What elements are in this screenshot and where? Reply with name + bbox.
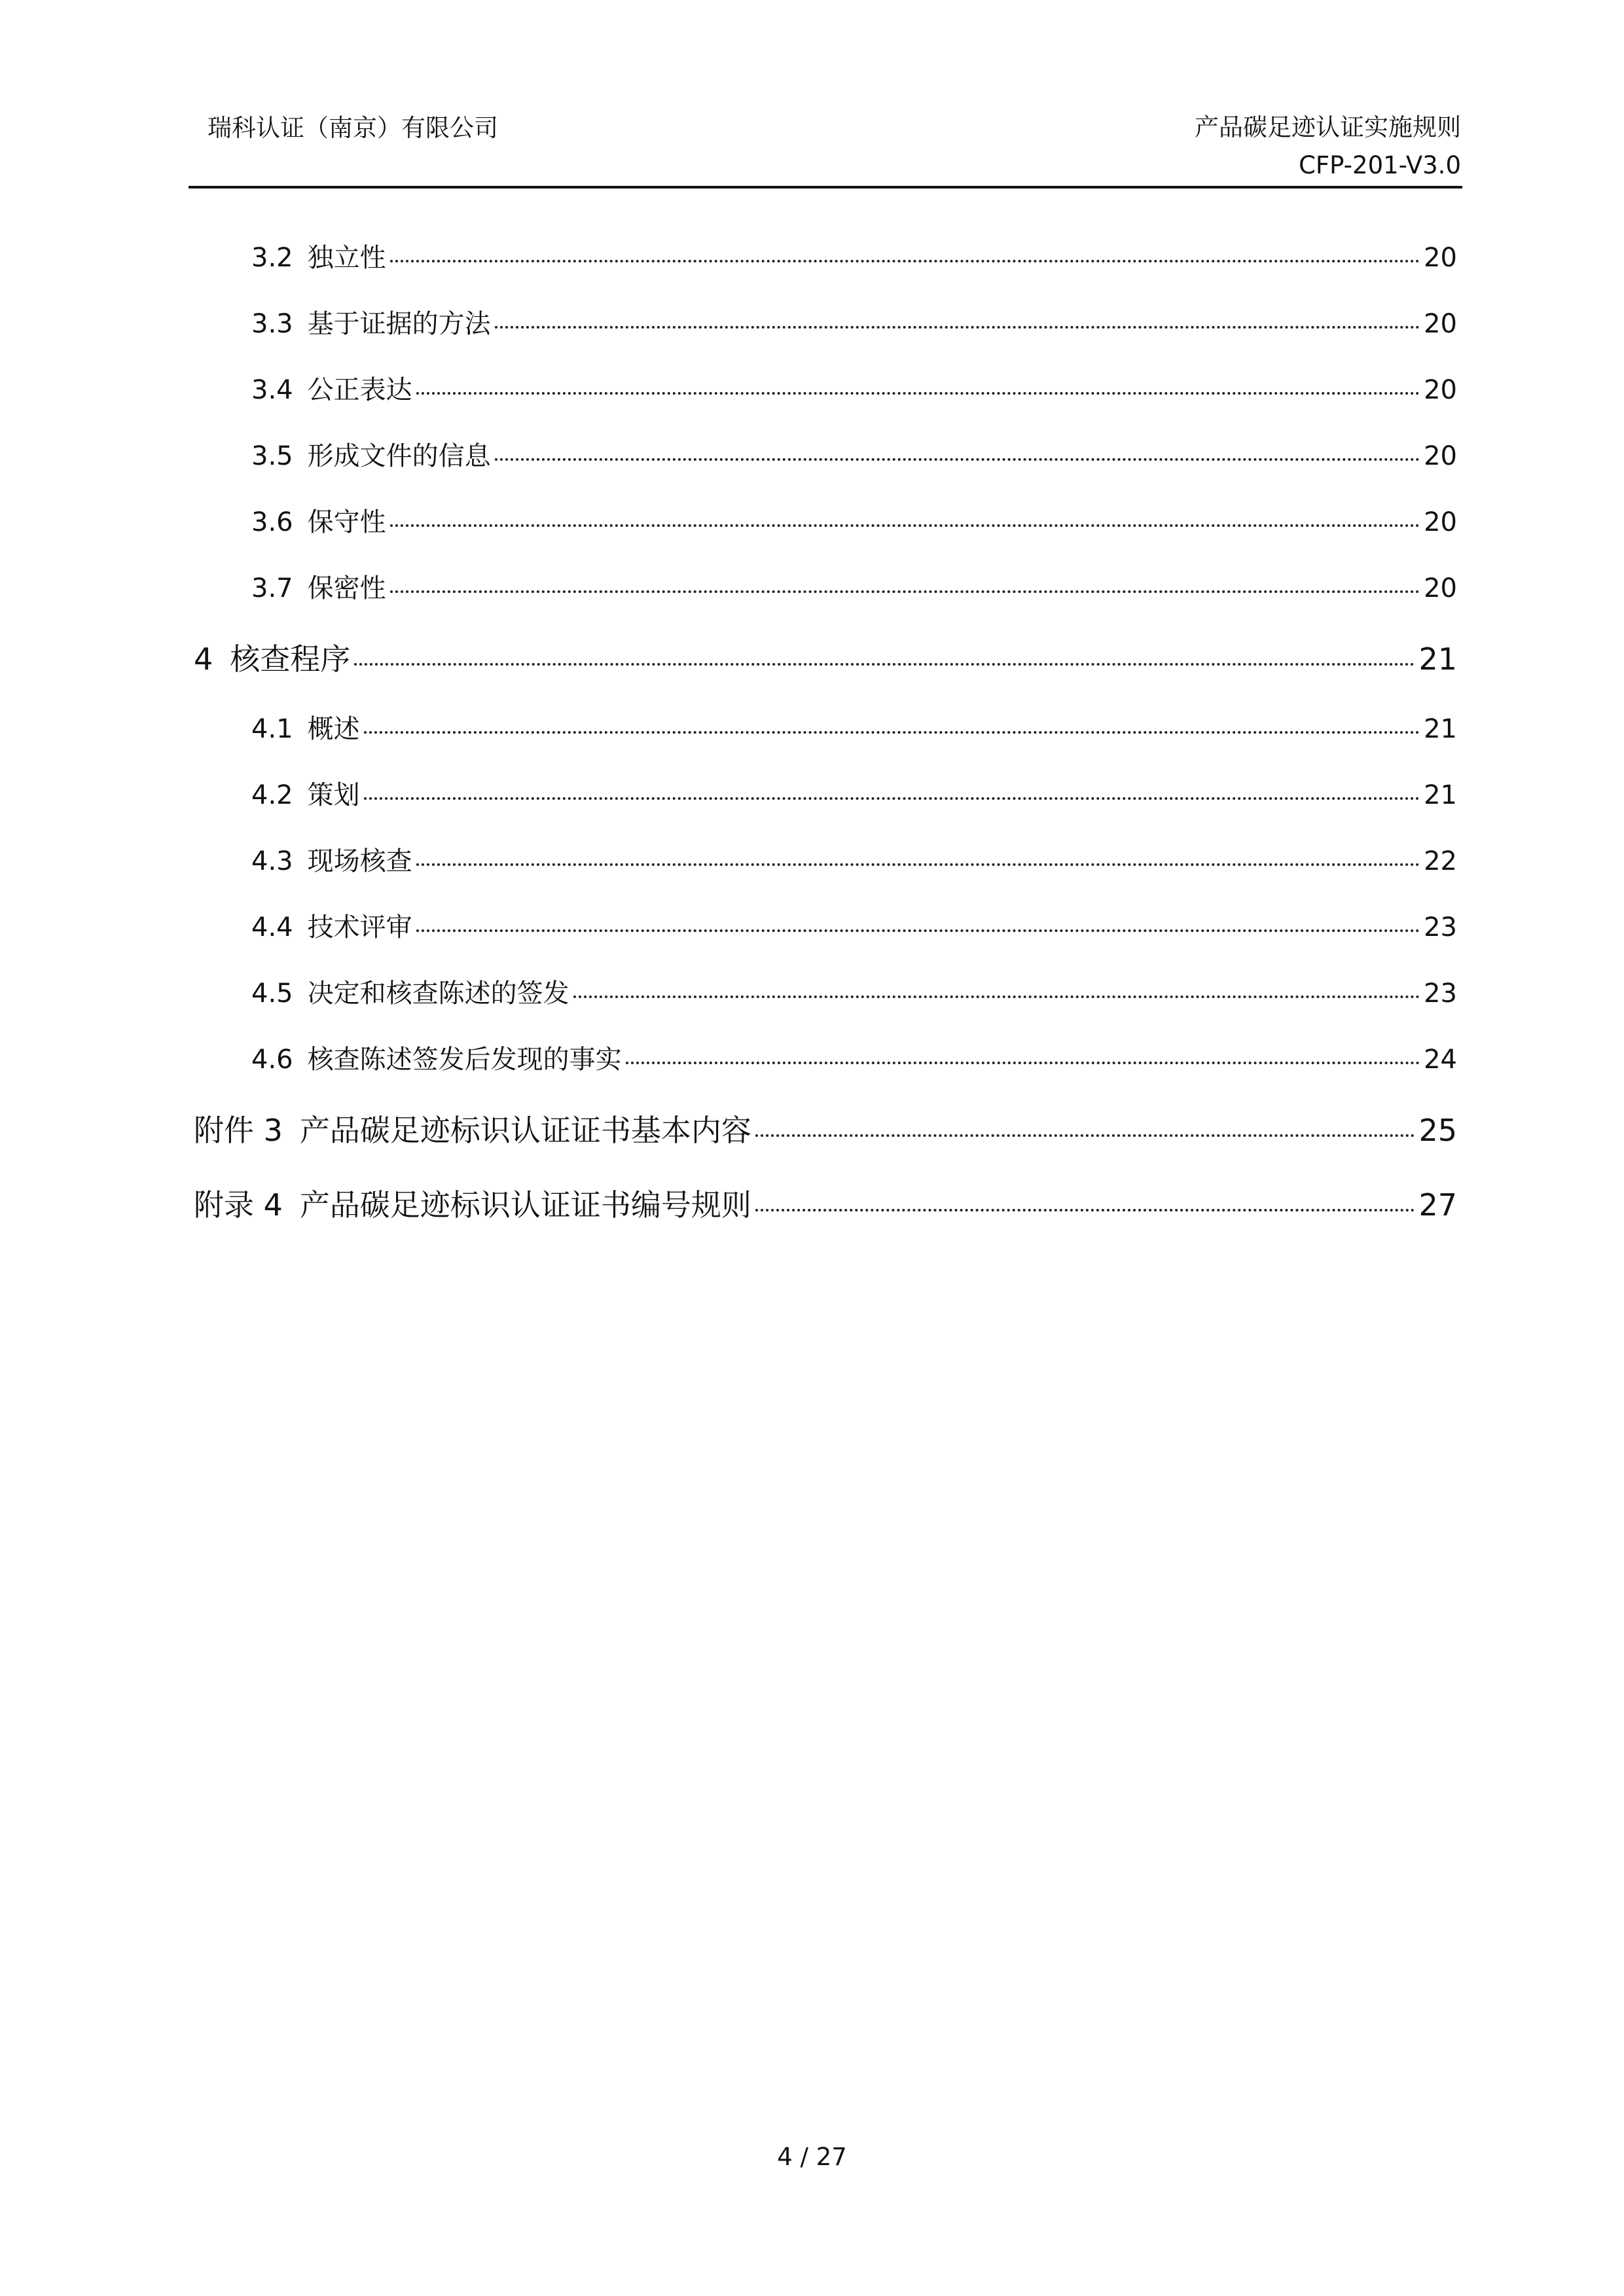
toc-entry-number: 4.3: [251, 846, 293, 876]
toc-entry-title: 决定和核查陈述的签发: [307, 978, 569, 1009]
toc-entry-title: 保密性: [307, 573, 386, 603]
toc-entry-number: 附录 4: [194, 1187, 283, 1223]
toc-dot-leader: [416, 392, 1420, 395]
toc-entry-page: 20: [1424, 573, 1457, 603]
toc-entry-title: 策划: [307, 780, 360, 810]
toc-entry-4[interactable]: [194, 636, 1457, 682]
toc-entry-4-2[interactable]: [251, 776, 1457, 815]
toc-entry-title: 公正表达: [307, 375, 412, 405]
toc-entry-4-4[interactable]: [251, 908, 1457, 947]
toc-entry-number: 4.1: [251, 714, 293, 744]
toc-dot-leader: [390, 590, 1420, 593]
toc-entry-title: 核查程序: [230, 641, 351, 677]
toc-entry-page: 20: [1424, 243, 1457, 273]
toc-entry-number: 3.3: [251, 309, 293, 339]
toc-entry-appendix-4[interactable]: [194, 1182, 1457, 1228]
toc-entry-4-5[interactable]: [251, 974, 1457, 1013]
toc-dot-leader: [390, 524, 1420, 527]
toc-entry-page: 21: [1424, 780, 1457, 810]
toc-entry-number: 4.2: [251, 780, 293, 810]
toc-entry-title: 技术评审: [307, 912, 412, 942]
toc-dot-leader: [495, 326, 1420, 329]
toc-dot-leader: [755, 1134, 1415, 1137]
toc-entry-page: 21: [1418, 641, 1457, 677]
toc-entry-4-6[interactable]: [251, 1040, 1457, 1079]
toc-entry-title: 保守性: [307, 507, 386, 537]
header-company-name: 瑞科认证（南京）有限公司: [208, 114, 498, 142]
toc-entry-page: 21: [1424, 714, 1457, 744]
toc-entry-page: 22: [1424, 846, 1457, 876]
toc-entry-3-3[interactable]: [251, 304, 1457, 344]
toc-entry-4-3[interactable]: [251, 842, 1457, 881]
toc-dot-leader: [364, 731, 1420, 734]
toc-entry-3-7[interactable]: [251, 569, 1457, 608]
toc-entry-3-6[interactable]: [251, 503, 1457, 542]
toc-dot-leader: [364, 797, 1420, 800]
toc-entry-number: 4.6: [251, 1045, 293, 1075]
toc-entry-number: 3.7: [251, 573, 293, 603]
toc-entry-title: 产品碳足迹标识认证证书编号规则: [299, 1187, 751, 1223]
toc-entry-number: 3.2: [251, 243, 293, 273]
toc-dot-leader: [416, 929, 1420, 932]
toc-entry-title: 形成文件的信息: [307, 441, 491, 471]
toc-entry-title: 独立性: [307, 243, 386, 273]
toc-dot-leader: [573, 996, 1420, 998]
toc-entry-title: 概述: [307, 714, 360, 744]
toc-entry-annex-3[interactable]: [194, 1107, 1457, 1153]
toc-entry-title: 现场核查: [307, 846, 412, 876]
toc-entry-4-1[interactable]: [251, 709, 1457, 749]
toc-dot-leader: [755, 1209, 1415, 1211]
toc-entry-number: 4.5: [251, 978, 293, 1009]
toc-entry-3-2[interactable]: [251, 238, 1457, 278]
toc-dot-leader: [495, 458, 1420, 461]
toc-entry-title: 核查陈述签发后发现的事实: [307, 1045, 622, 1075]
toc-entry-3-4[interactable]: [251, 370, 1457, 410]
toc-dot-leader: [390, 260, 1420, 262]
toc-entry-page: 20: [1424, 375, 1457, 405]
toc-entry-3-5[interactable]: [251, 437, 1457, 476]
toc-entry-page: 20: [1424, 441, 1457, 471]
toc-entry-number: 3.5: [251, 441, 293, 471]
toc-entry-number: 3.4: [251, 375, 293, 405]
header-doc-title: 产品碳足迹认证实施规则: [1195, 113, 1461, 141]
toc-dot-leader: [354, 663, 1415, 666]
toc-entry-title: 产品碳足迹标识认证证书基本内容: [299, 1113, 751, 1148]
toc-dot-leader: [416, 863, 1420, 866]
toc-entry-page: 20: [1424, 507, 1457, 537]
toc-entry-number: 附件 3: [194, 1113, 283, 1148]
toc-entry-title: 基于证据的方法: [307, 309, 491, 339]
toc-entry-number: 4.4: [251, 912, 293, 942]
toc-entry-page: 23: [1424, 978, 1457, 1009]
toc-entry-page: 24: [1424, 1045, 1457, 1075]
toc-entry-number: 4: [194, 641, 213, 677]
toc-dot-leader: [626, 1062, 1420, 1064]
toc-entry-page: 20: [1424, 309, 1457, 339]
toc-entry-page: 23: [1424, 912, 1457, 942]
toc-entry-number: 3.6: [251, 507, 293, 537]
toc-entry-page: 25: [1418, 1113, 1457, 1148]
header-doc-code: CFP-201-V3.0: [1299, 151, 1461, 179]
toc-entry-page: 27: [1418, 1187, 1457, 1223]
page-number-footer: 4 / 27: [777, 2143, 847, 2171]
